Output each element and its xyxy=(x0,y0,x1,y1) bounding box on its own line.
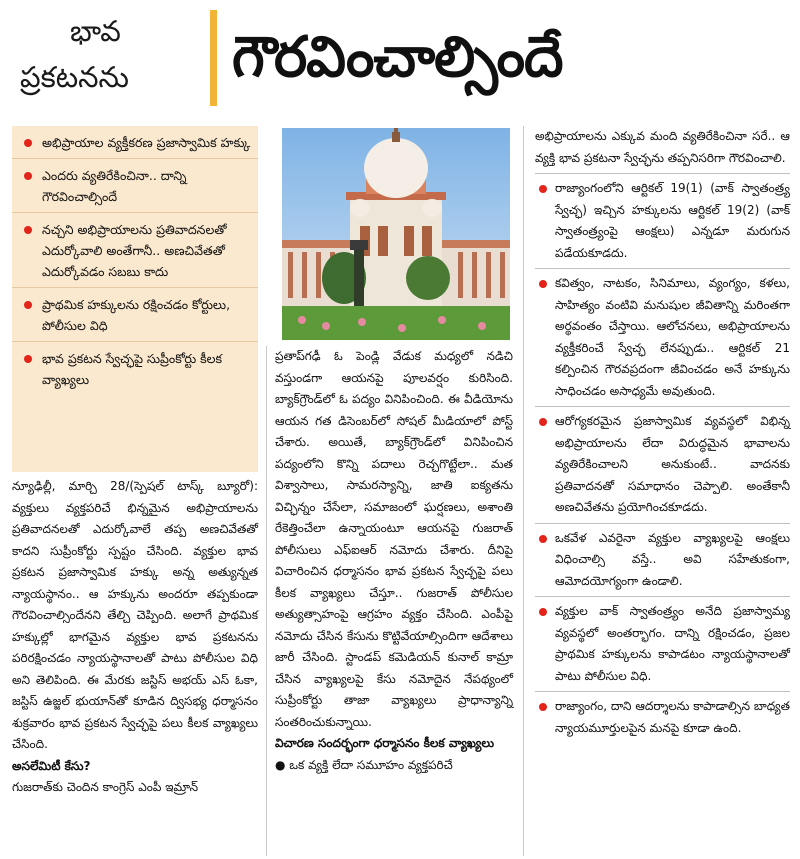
list-item: కవిత్వం, నాటకం, సినిమాలు, వ్యంగ్యం, కళలు, సాహిత్యం వంటివి మనుషుల జీవితాన్ని మరింతగా అర్థవంతం చేస్తాయి. ఆలోచనలు, అభిప్రాయాలను వ్యక్తీకరించే స్వేచ్ఛ లేనప్పుడు.. ఆర్టికల్ 21 కల్పించిన గౌరవప్రదంగా జీవించడం అనే హక్కును సాధించడం అసాధ్యమే అవుతుంది. xyxy=(535,273,790,402)
bullet-icon xyxy=(539,703,547,711)
headline-block xyxy=(0,0,800,118)
accent-bar xyxy=(210,10,217,106)
kicker-line-2: ప్రకటనను xyxy=(20,60,129,94)
kicker xyxy=(20,8,190,100)
highlight-item: ఎందరు వ్యతిరేకించినా.. దాన్ని గౌరవించాల్సిందే xyxy=(12,159,258,213)
highlight-item: అభిప్రాయాల వ్యక్తీకరణ ప్రజాస్వామిక హక్కు xyxy=(12,126,258,159)
divider xyxy=(535,523,790,524)
supreme-court-building-image xyxy=(282,128,510,340)
section-subhead: అసలేమిటీ కేసు? xyxy=(12,758,91,773)
bullet-icon xyxy=(24,172,32,180)
column-divider xyxy=(266,346,267,856)
bullet-icon xyxy=(539,280,547,288)
highlight-item: ప్రాథమిక హక్కులను రక్షించడం కోర్టులు, పోలీసుల విధి xyxy=(12,288,258,342)
list-item: ఒకవేళ ఎవరైనా వ్యక్తుల వ్యాఖ్యలపై ఆంక్షలు విధించాల్సి వస్తే.. అవి సహేతుకంగా, ఆమోదయోగ్యంగా ఉండాలి. xyxy=(535,528,790,593)
divider xyxy=(535,691,790,692)
bullet-icon xyxy=(24,139,32,147)
page-title: గౌరవించాల్సిందే xyxy=(232,25,563,90)
section-subhead: విచారణ సందర్భంగా ధర్మాసనం కీలక వ్యాఖ్యలు xyxy=(275,736,495,750)
bullet-icon xyxy=(539,185,547,193)
bullet-icon xyxy=(539,608,547,616)
list-item: వ్యక్తుల వాక్ స్వాతంత్ర్యం అనేది ప్రజాస్వామ్య వ్యవస్థలో అంతర్భాగం. దాన్ని రక్షించడం, ప్రజల ప్రాథమిక హక్కులను కాపాడటం న్యాయస్థానాలతో పాటు పోలీసుల విధి. xyxy=(535,601,790,687)
list-item: రాజ్యాంగంలోని ఆర్టికల్ 19(1) (వాక్ స్వాతంత్ర్య స్వేచ్ఛ) ఇచ్చిన హక్కులను ఆర్టికల్ 19(2) (వాక్ స్వాతంత్ర్యంపై ఆంక్షలు) ఎన్నడూ మరుగున పడేయకూడదు. xyxy=(535,178,790,264)
list-item: ఆరోగ్యకరమైన ప్రజాస్వామిక వ్యవస్థలో విభిన్న అభిప్రాయాలను లేదా విరుద్ధమైన భావాలను వ్యతిరేకించాలని అనుకుంటే.. వాదనకు ప్రతివాదనతో సమాధానం చెప్పాలి. అంతేకానీ అణచివేతను ప్రయోగించకూడదు. xyxy=(535,411,790,519)
highlight-item: భావ ప్రకటన స్వేచ్ఛపై సుప్రీంకోర్టు కీలక వ్యాఖ్యలు xyxy=(12,342,258,395)
supreme-court-photo xyxy=(282,128,510,340)
divider xyxy=(535,173,790,174)
divider xyxy=(535,596,790,597)
divider xyxy=(535,406,790,407)
kicker-line-1: భావ xyxy=(70,14,121,48)
article-paragraph: ప్రతాప్‌గఢీ ఓ పెండ్లి వేడుక మధ్యలో నడిచి వస్తుండగా ఆయనపై పూలవర్షం కురిసింది. బ్యాక్‌గ్రౌండ్‌లో ఓ పద్యం వినిపించింది. ఈ వీడియోను ఆయన గత డిసెంబర్‌లో సోషల్ మీడియాలో పోస్ట్ చేశారు. అయితే, బ్యాక్‌గ్రౌండ్‌లో వినిపించిన పద్యంలోని కొన్ని పదాలు రెచ్చగొట్టేలా.. మత విశ్వాసాలు, సామరస్యాన్ని, జాతి ఐక్యతను విచ్ఛిన్నం చేసేలా, సమాజంలో ఘర్షణలు, అశాంతి రేకెత్తించేలా ఉన్నాయంటూ ఆయనపై గుజరాత్ పోలీసులు ఎఫ్ఐఆర్ నమోదు చేశారు. దీనిపై విచారించిన ధర్మాసనం భావ ప్రకటన స్వేచ్ఛపై పలు కీలక వ్యాఖ్యలు చేస్తూ.. గుజరాత్ పోలీసుల అత్యుత్సాహంపై ఆగ్రహం వ్యక్తం చేసింది. ఎంపీపై నమోదు చేసిన కేసును కొట్టివేయాల్సిందిగా ఆదేశాలు జారీ చేసింది. స్టాండప్ కమెడియన్ కునాల్ కామ్రా చేసిన వ్యాఖ్యలపై కేసు నమోదైన నేపథ్యంలో సుప్రీంకోర్టు తాజా వ్యాఖ్యలు ప్రాధాన్యాన్ని సంతరించుకున్నాయి. xyxy=(275,349,513,729)
article-column-3 xyxy=(535,126,790,739)
column-divider xyxy=(523,126,524,856)
article-paragraph: ● ఒక వ్యక్తి లేదా సమూహం వ్యక్తపరిచే xyxy=(275,757,453,772)
article-paragraph: అభిప్రాయాలను ఎక్కువ మంది వ్యతిరేకించినా సరే.. ఆ వ్యక్తి భావ ప్రకటనా స్వేచ్ఛను తప్పనిసరిగా గౌరవించాలి. xyxy=(535,129,790,165)
divider xyxy=(535,268,790,269)
article-column-2 xyxy=(275,346,513,776)
highlights-box xyxy=(12,126,258,472)
list-item: రాజ్యాంగం, దాని ఆదర్శాలను కాపాడాల్సిన బాధ్యత న్యాయమూర్తులపైన మనపై కూడా ఉంది. xyxy=(535,696,790,739)
article-paragraph: న్యూఢిల్లీ, మార్చి 28/(స్పెషల్ టాస్క్ బ్యూరో): వ్యక్తులు వ్యక్తపరిచే భిన్నమైన అభిప్రాయాలను ప్రతివాదనలతో ఎదుర్కోవాలే తప్ప అణచివేతతో కాదని సుప్రీంకోర్టు స్పష్టం చేసింది. వ్యక్తుల భావ ప్రకటన ప్రజాస్వామిక హక్కు అన్న అత్యున్నత న్యాయస్థానం.. ఆ హక్కును అందరూ తప్పకుండా గౌరవించాల్సిందేనని తేల్చి చెప్పింది. అలాగే ప్రాథమిక హక్కుల్లో భాగమైన వ్యక్తుల భావ ప్రకటనను పరిరక్షించడం న్యాయస్థానాలతో పాటు పోలీసుల విధి అని తెలిపింది. ఈ మేరకు జస్టిస్ అభయ్ ఎస్ ఓకా, జస్టిస్ ఉజ్జల్ భుయాన్‌తో కూడిన ద్విసభ్య ధర్మాసనం శుక్రవారం భావ ప్రకటన స్వేచ్ఛపై పలు కీలక వ్యాఖ్యలు చేసింది. xyxy=(12,479,258,751)
highlight-item: నచ్చని అభిప్రాయాలను ప్రతివాదనలతో ఎదుర్కోవాలి అంతేగానీ.. అణచివేతతో ఎదుర్కోవడం సబబు కాదు xyxy=(12,213,258,288)
bullet-icon xyxy=(539,535,547,543)
bullet-icon xyxy=(24,301,32,309)
article-column-1 xyxy=(12,476,258,799)
bullet-icon xyxy=(24,355,32,363)
bullet-icon xyxy=(539,418,547,426)
article-paragraph: గుజరాత్‌కు చెందిన కాంగ్రెస్ ఎంపీ ఇమ్రాన్ xyxy=(12,780,199,794)
bullet-icon xyxy=(24,226,32,234)
